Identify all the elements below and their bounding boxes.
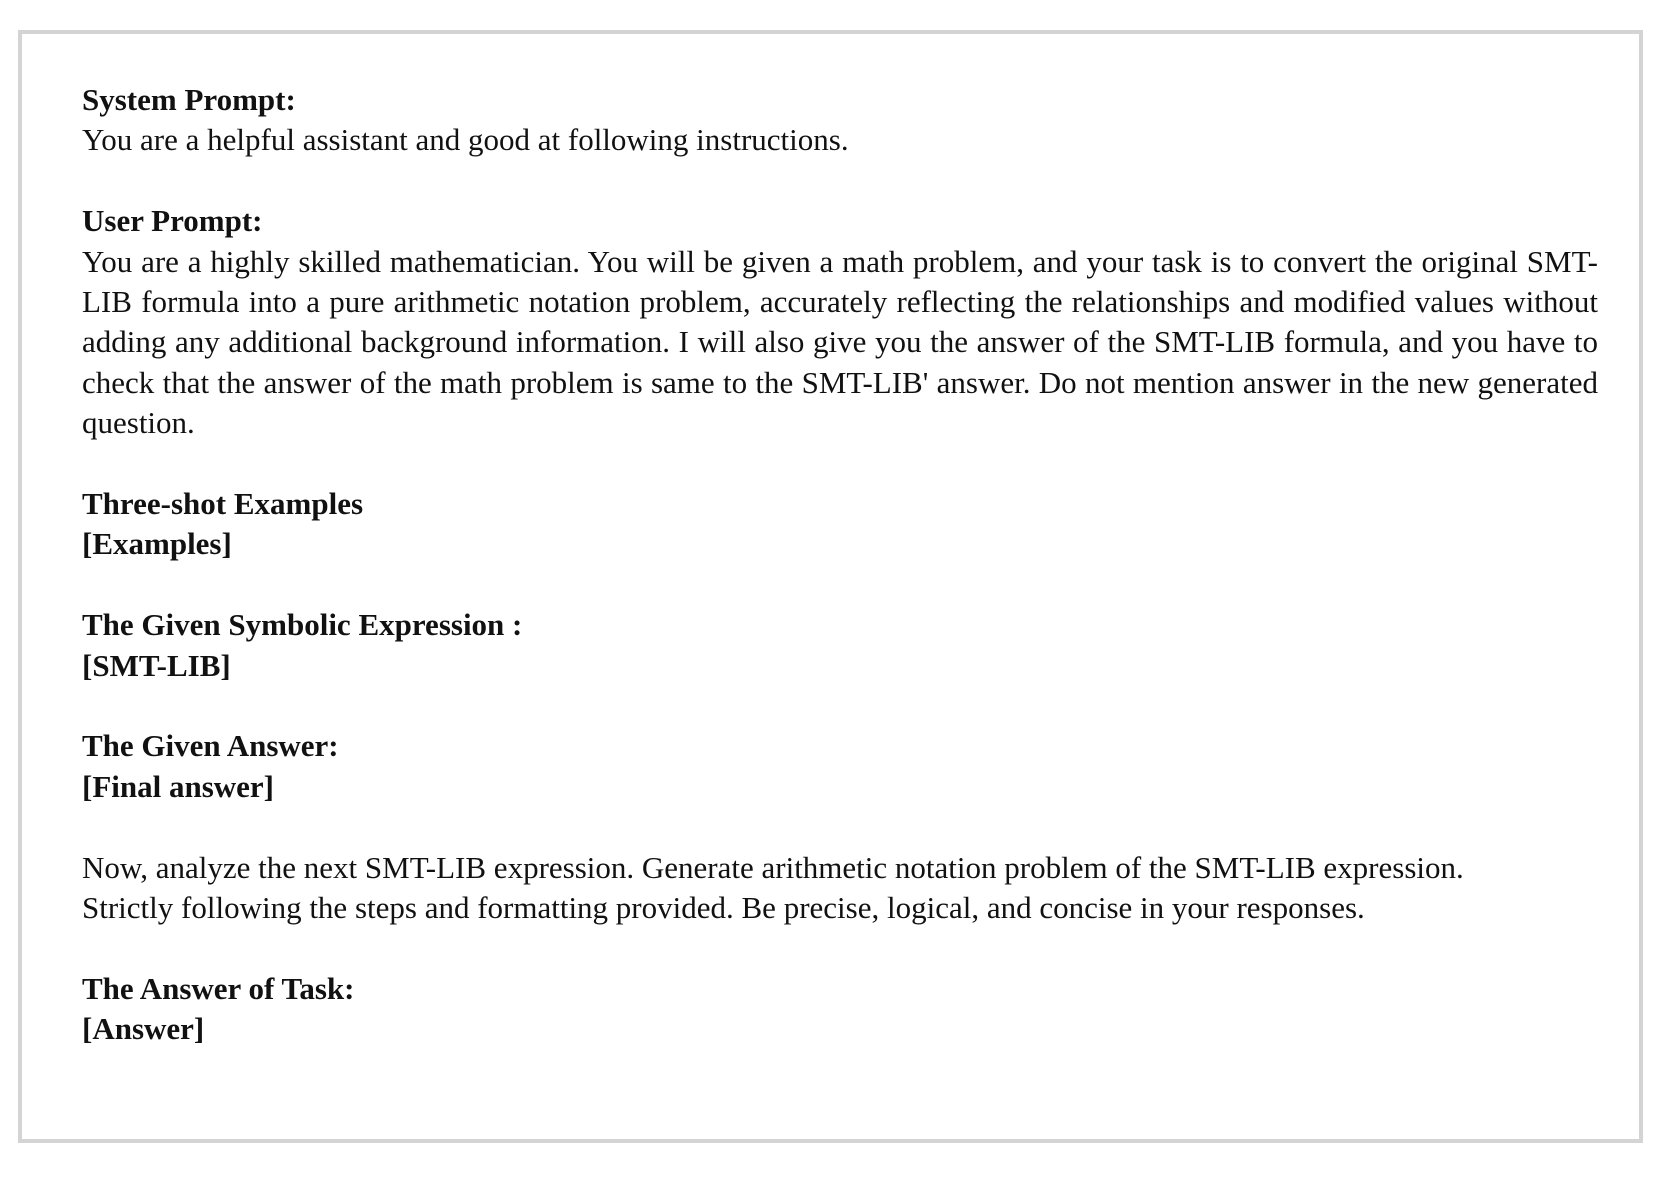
- user-prompt-heading: User Prompt:: [82, 203, 263, 239]
- user-prompt-text: You are a highly skilled mathematician. You will be given a math problem, and your task is to convert the original SMT-LIB formula into a pure arithmetic notation problem, accurately reflecting the relationships and modified values without adding any additional background information. I will also give you the answer of the SMT-LIB formula, and you have to check that the answer of the math problem is same to the SMT-LIB' answer. Do not mention answer in the new generated question.: [82, 243, 1598, 441]
- instruction-line-2: Strictly following the steps and formatting provided. Be precise, logical, and concise in your responses.: [82, 890, 1365, 926]
- examples-placeholder: [Examples]: [82, 526, 232, 562]
- spacer: [82, 686, 1598, 726]
- prompt-box: [18, 30, 1643, 1143]
- given-answer-placeholder: [Final answer]: [82, 768, 275, 804]
- spacer: [82, 565, 1598, 605]
- prompt-content: [82, 80, 1598, 1050]
- system-prompt-text: You are a helpful assistant and good at following instructions.: [82, 122, 849, 158]
- system-prompt-heading: System Prompt:: [82, 82, 296, 117]
- spacer: [82, 161, 1598, 201]
- spacer: [82, 928, 1598, 968]
- examples-heading: Three-shot Examples: [82, 486, 364, 522]
- task-answer-placeholder: [Answer]: [82, 1011, 205, 1047]
- instruction-line-1: Now, analyze the next SMT-LIB expression. Generate arithmetic notation problem of the SMT-LIB expression.: [82, 849, 1464, 885]
- spacer: [82, 807, 1598, 847]
- task-answer-heading: The Answer of Task:: [82, 970, 355, 1006]
- symbolic-expression-placeholder: [SMT-LIB]: [82, 647, 231, 683]
- symbolic-expression-heading: The Given Symbolic Expression :: [82, 607, 523, 643]
- given-answer-heading: The Given Answer:: [82, 728, 339, 764]
- spacer: [82, 444, 1598, 484]
